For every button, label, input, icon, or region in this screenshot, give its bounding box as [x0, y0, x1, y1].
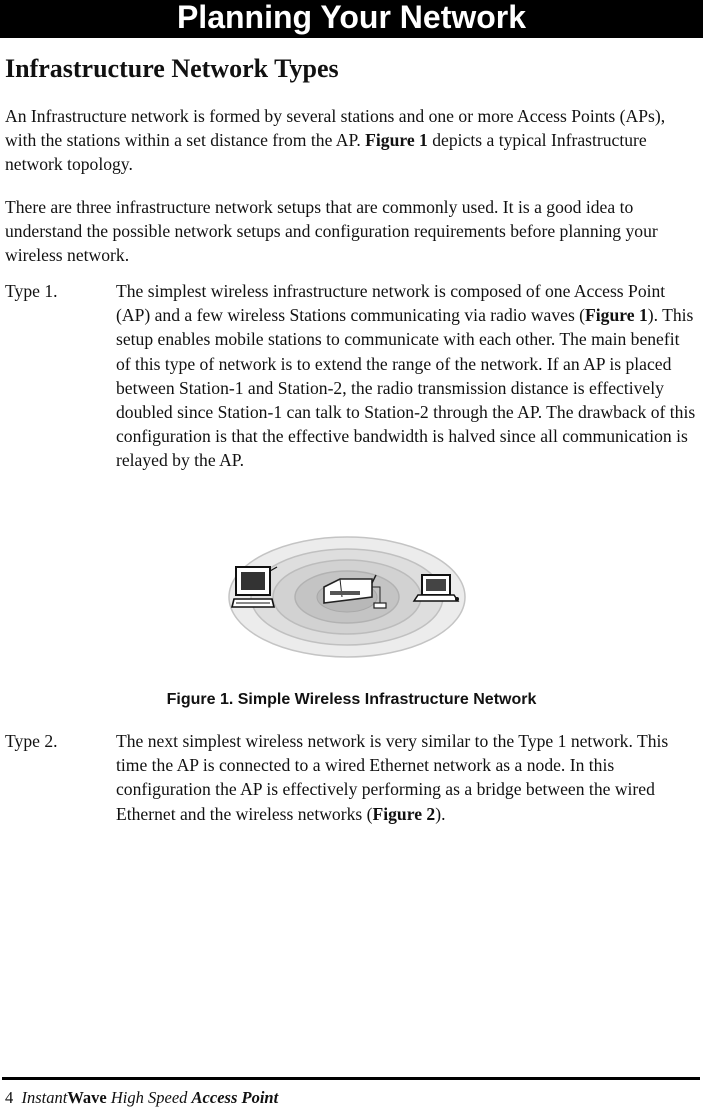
- page-footer: [5, 1088, 278, 1108]
- page-banner: [0, 0, 703, 38]
- figure-2-reference: Figure 2: [372, 803, 436, 824]
- figure-1-illustration: [222, 527, 472, 667]
- type-1-text-before: The simplest wireless infrastructure network is composed of one Access Point (AP) and a few wireless Stations communicating via radio waves (: [116, 281, 666, 326]
- type-1-label: Type 1.: [5, 281, 58, 301]
- section-title: Infrastructure Network Types: [5, 54, 339, 83]
- banner-title: Planning Your Network: [176, 0, 527, 35]
- setups-paragraph: There are three infrastructure network setups that are commonly used. It is a good idea to understand the possible network setups and configuration requirements before planning your wireless network.: [5, 197, 658, 266]
- page-number: 4: [5, 1088, 14, 1107]
- network-diagram: [222, 527, 472, 667]
- product-name: High Speed: [106, 1088, 192, 1107]
- type-2-description: [116, 729, 696, 826]
- brand-wave: Wave: [67, 1088, 107, 1107]
- type-1-text-after: ). This setup enables mobile stations to communicate with each other. The main benefit of this type of network is to extend the range of the network. If an AP is placed between Station-1 and Station-2, the radio transmission distance is effectively doubled since Station-1 can talk to Station-2 through the AP. The drawback of this configuration is that the effective bandwidth is halved since all communication is relayed by the AP.: [116, 305, 696, 471]
- type-2-item: [5, 729, 700, 849]
- station-1-desktop-icon: [232, 567, 277, 607]
- figure-1-caption: Figure 1. Simple Wireless Infrastructure Network: [166, 691, 537, 708]
- type-1-item: [5, 279, 700, 499]
- type-2-text-after: ).: [435, 803, 446, 824]
- intro-text-before: An Infrastructure network is formed by several stations and one or more Access Points (APs), with the stations within a set distance from the AP.: [5, 106, 666, 151]
- figure-1-reference: Figure 1: [365, 130, 428, 151]
- type-2-label: Type 2.: [5, 731, 58, 751]
- type-1-description: [116, 279, 696, 473]
- brand-instant: Instant: [21, 1088, 68, 1107]
- product-type: Access Point: [191, 1088, 279, 1107]
- intro-paragraph: [5, 104, 695, 177]
- type-2-text-before: The next simplest wireless network is very similar to the Type 1 network. This time the AP is connected to a wired Ethernet network as a node. In this configuration the AP is effectively performing as a bridge between the wired Ethernet and the wireless networks (: [116, 731, 669, 824]
- type-1-figure-reference: Figure 1: [585, 305, 648, 326]
- intro-text-after: depicts a typical Infrastructure network topology.: [5, 130, 647, 175]
- footer-divider: [2, 1077, 700, 1080]
